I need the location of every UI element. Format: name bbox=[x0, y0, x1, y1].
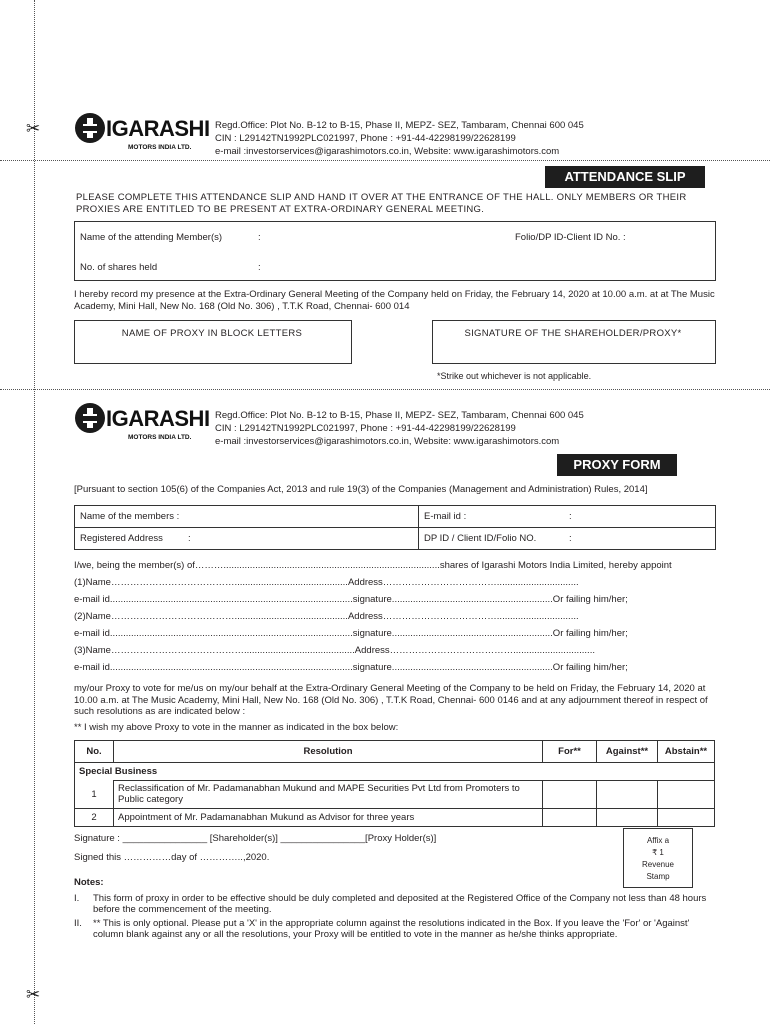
vote-abstain-cell[interactable] bbox=[658, 808, 715, 826]
stamp-text: Stamp bbox=[646, 872, 670, 881]
vote-for-cell[interactable] bbox=[543, 808, 597, 826]
colon: : bbox=[569, 511, 572, 522]
vertical-cut-line bbox=[34, 0, 35, 1024]
appoint-line: I/we, being the member(s) of………..................................................................................shares of Igarashi Motors India Limited, hereby appoint bbox=[74, 560, 672, 571]
proxy-name-line-1[interactable]: (1)Name…………………………………...........................................Address………………………………............................... bbox=[74, 577, 579, 588]
resolution-text: Reclassification of Mr. Padamanabhan Mukund and MAPE Securities Pvt Ltd from Promoters to Public category bbox=[114, 781, 543, 809]
stamp-text: ₹ 1 bbox=[652, 848, 664, 857]
proxy-email-line-2[interactable]: e-mail id............................................................................................signature.............................................................Or failing him/her; bbox=[74, 628, 628, 639]
cin-phone: CIN : L29142TN1992PLC021997, Phone : +91-44-42298199/22628199 bbox=[215, 423, 516, 434]
colon: : bbox=[258, 262, 261, 273]
attendance-member-box bbox=[74, 221, 716, 281]
wish-text: ** I wish my above Proxy to vote in the manner as indicated in the box below: bbox=[74, 722, 399, 733]
proxy-email-line-1[interactable]: e-mail id............................................................................................signature.............................................................Or failing him/her; bbox=[74, 594, 628, 605]
proxy-name-label: NAME OF PROXY IN BLOCK LETTERS bbox=[121, 328, 303, 339]
strike-note: *Strike out whichever is not applicable. bbox=[437, 371, 592, 381]
pursuant-text: [Pursuant to section 105(6) of the Companies Act, 2013 and rule 19(3) of the Companies (Management and Administration) Rules, 2014] bbox=[74, 484, 648, 495]
signature-box[interactable] bbox=[432, 320, 716, 364]
company-logo bbox=[75, 113, 215, 153]
header-no: No. bbox=[75, 741, 114, 763]
table-header-row bbox=[75, 741, 715, 763]
vote-for-cell[interactable] bbox=[543, 781, 597, 809]
proxy-form-title: PROXY FORM bbox=[557, 454, 677, 476]
table-row bbox=[75, 808, 715, 826]
table-row bbox=[75, 763, 715, 781]
header-against: Against** bbox=[597, 741, 658, 763]
stamp-text: Revenue bbox=[641, 860, 675, 869]
note-number: I. bbox=[74, 893, 80, 904]
company-address-block bbox=[215, 409, 584, 448]
company-address-block bbox=[215, 119, 584, 158]
colon: : bbox=[258, 232, 261, 243]
attendance-instruction: PLEASE COMPLETE THIS ATTENDANCE SLIP AND HAND IT OVER AT THE ENTRANCE OF THE HALL. ONLY MEMBERS OR THEIR PROXIES ARE ENTITLED TO BE PRESENT AT EXTRA-ORDINARY GENERAL MEETING. bbox=[76, 192, 687, 215]
note-text: ** This is only optional. Please put a 'X' in the appropriate column against the resolutions indicated in the Box. If you leave the 'For' or 'Against' column blank against any or all the resolutions, your Proxy will be entitled to vote in the manner as he/she thinks appropriate. bbox=[93, 918, 690, 940]
proxy-name-box[interactable] bbox=[74, 320, 352, 364]
colon: : bbox=[569, 533, 572, 544]
members-name-label: Name of the members : bbox=[80, 511, 180, 522]
email-website: e-mail :investorservices@igarashimotors.co.in, Website: www.igarashimotors.com bbox=[215, 436, 560, 447]
notes-title: Notes: bbox=[74, 877, 104, 888]
vote-authorisation-text: my/our Proxy to vote for me/us on my/our behalf at the Extra-Ordinary General Meeting of the Company to be held on Friday, the February 14, 2020 at 10.00 a.m. at The Music Academy, Mini Hall, New No. 168 (Old No. 306) , T.T.K Road, Chennai- 600 0146 and at any adjournment thereof in respect of such resolutions as are indicated below : bbox=[74, 683, 708, 717]
logo-text: IGARASHI bbox=[106, 406, 210, 431]
scissors-icon: ✂ bbox=[26, 985, 41, 1004]
proxy-name-line-3[interactable]: (3)Name……………………………………..........................................Address…………………………………............................... bbox=[74, 645, 595, 656]
note-number: II. bbox=[74, 918, 82, 929]
logo-text: IGARASHI bbox=[106, 116, 210, 141]
regd-office: Regd.Office: Plot No. B-12 to B-15, Phase II, MEPZ- SEZ, Tambaram, Chennai 600 045 bbox=[215, 410, 584, 421]
vote-abstain-cell[interactable] bbox=[658, 781, 715, 809]
signed-date-line[interactable]: Signed this ……………day of …………..,2020. bbox=[74, 852, 270, 863]
resolution-text: Appointment of Mr. Padamanabhan Mukund as Advisor for three years bbox=[114, 808, 543, 826]
record-presence-text: I hereby record my presence at the Extra-Ordinary General Meeting of the Company held on Friday, the February 14, 2020 at 10.00 a.m. at at The Music Academy, Mini Hall, New No. 168 (Old No. 306) , T.T.K Road, Chennai- 600 014 bbox=[74, 289, 715, 312]
resolution-table bbox=[74, 740, 715, 827]
logo-subtext: MOTORS INDIA LTD. bbox=[128, 144, 192, 151]
resolution-number: 1 bbox=[75, 781, 114, 809]
header-abstain: Abstain** bbox=[658, 741, 715, 763]
horizontal-cut-line bbox=[0, 389, 770, 390]
attending-member-label: Name of the attending Member(s) bbox=[80, 232, 223, 243]
special-business-label: Special Business bbox=[75, 763, 715, 781]
company-logo bbox=[75, 403, 215, 443]
revenue-stamp-box bbox=[623, 828, 693, 888]
signature-label: SIGNATURE OF THE SHAREHOLDER/PROXY* bbox=[464, 328, 682, 339]
resolution-number: 2 bbox=[75, 808, 114, 826]
divider bbox=[74, 527, 715, 528]
note-text: This form of proxy in order to be effective should be duly completed and deposited at the Registered Office of the Company not less than 48 hours before the commencement of the meeting. bbox=[93, 893, 707, 915]
vote-against-cell[interactable] bbox=[597, 808, 658, 826]
proxy-name-line-2[interactable]: (2)Name…………………………………...........................................Address………………………………............................... bbox=[74, 611, 579, 622]
logo-mark-icon bbox=[75, 113, 105, 143]
vote-against-cell[interactable] bbox=[597, 781, 658, 809]
scissors-icon: ✂ bbox=[26, 119, 41, 138]
logo-subtext: MOTORS INDIA LTD. bbox=[128, 434, 192, 441]
regd-office: Regd.Office: Plot No. B-12 to B-15, Phase II, MEPZ- SEZ, Tambaram, Chennai 600 045 bbox=[215, 120, 584, 131]
email-website: e-mail :investorservices@igarashimotors.co.in, Website: www.igarashimotors.com bbox=[215, 146, 560, 157]
signature-line[interactable]: Signature : ________________ [Shareholder(s)] ________________[Proxy Holder(s)] bbox=[74, 833, 437, 844]
logo-mark-icon bbox=[75, 403, 105, 433]
cin-phone: CIN : L29142TN1992PLC021997, Phone : +91-44-42298199/22628199 bbox=[215, 133, 516, 144]
colon: : bbox=[188, 533, 191, 544]
shares-held-label: No. of shares held bbox=[80, 262, 158, 273]
header-for: For** bbox=[543, 741, 597, 763]
dp-id-label: DP ID / Client ID/Folio NO. bbox=[424, 533, 537, 544]
horizontal-cut-line bbox=[0, 160, 770, 161]
table-row bbox=[75, 781, 715, 809]
stamp-text: Affix a bbox=[646, 836, 670, 845]
divider bbox=[418, 505, 419, 549]
header-resolution: Resolution bbox=[114, 741, 543, 763]
proxy-email-line-3[interactable]: e-mail id............................................................................................signature.............................................................Or failing him/her; bbox=[74, 662, 628, 673]
registered-address-label: Registered Address bbox=[80, 533, 163, 544]
folio-label: Folio/DP ID-Client ID No. : bbox=[515, 232, 626, 243]
attendance-slip-title: ATTENDANCE SLIP bbox=[545, 166, 705, 188]
email-id-label: E-mail id : bbox=[424, 511, 467, 522]
